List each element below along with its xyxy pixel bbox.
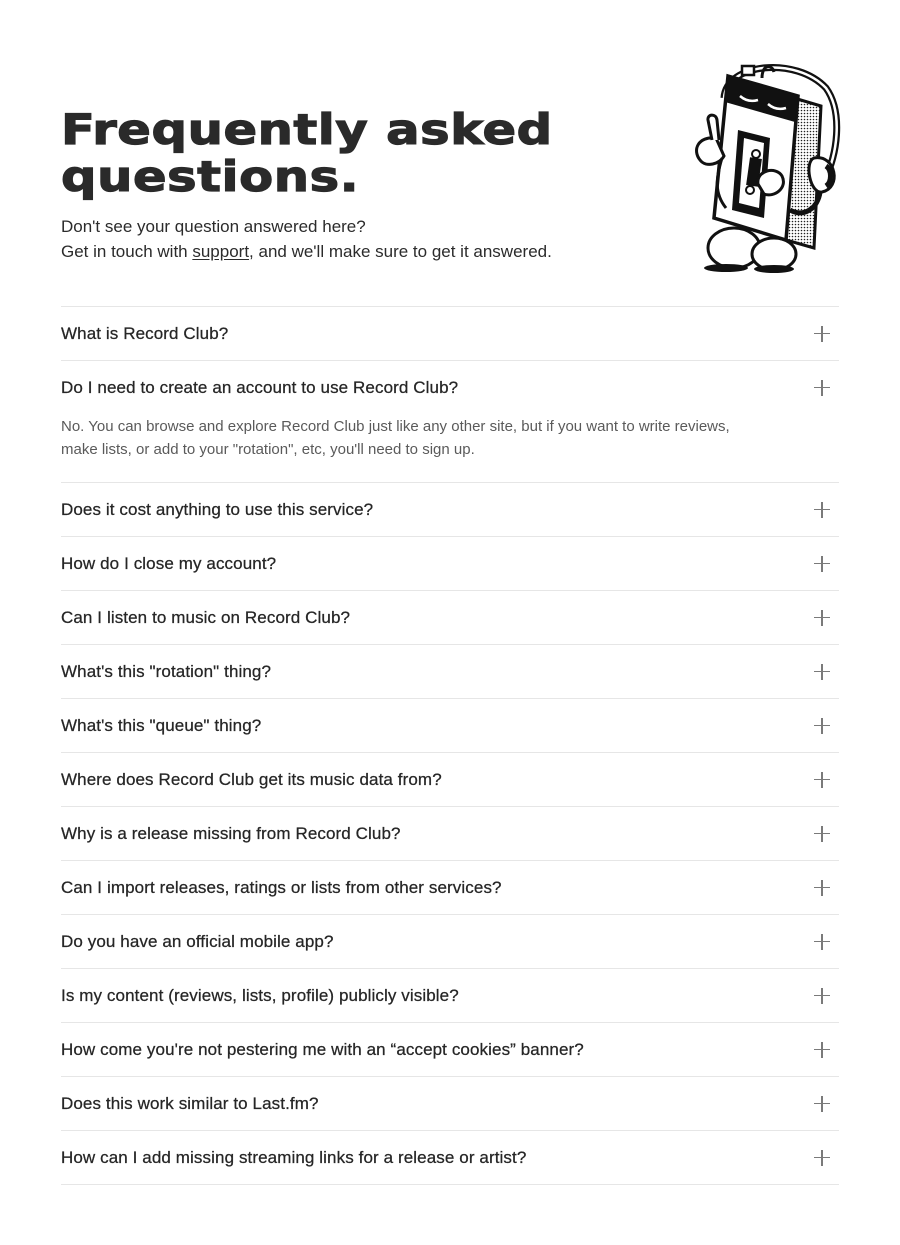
faq-answer-text: No. You can browse and explore Record Club just like any other site, but if you want to write reviews, make lists, or add to your "rotation", etc, you'll need to sign up. [61, 418, 730, 458]
faq-item [61, 807, 839, 861]
plus-icon[interactable] [814, 1096, 830, 1112]
plus-icon[interactable] [814, 664, 830, 680]
faq-question-toggle[interactable] [61, 861, 839, 914]
faq-question-toggle[interactable] [61, 753, 839, 806]
faq-page [61, 0, 839, 1167]
faq-question-text: How come you're not pestering me with an “accept cookies” banner? [61, 1039, 584, 1059]
faq-question-text: How can I add missing streaming links for a release or artist? [61, 1147, 527, 1167]
plus-icon[interactable] [814, 1042, 830, 1058]
plus-icon[interactable] [814, 718, 830, 734]
plus-icon[interactable] [814, 380, 830, 396]
faq-item-expanded [61, 361, 839, 483]
plus-icon[interactable] [814, 326, 830, 342]
faq-question-toggle[interactable] [61, 1131, 839, 1184]
page-title-line-2: questions. [61, 152, 360, 201]
faq-question-toggle[interactable] [61, 969, 839, 1022]
faq-item [61, 537, 839, 591]
faq-question-toggle[interactable] [61, 483, 839, 536]
subtitle-line-2 [61, 239, 552, 264]
faq-question-text: What's this "rotation" thing? [61, 661, 272, 681]
faq-question-text: Does this work similar to Last.fm? [61, 1093, 319, 1113]
subtitle-suffix: , and we'll make sure to get it answered. [249, 242, 552, 261]
faq-question-toggle[interactable] [61, 645, 839, 698]
faq-question-text: Do I need to create an account to use Record Club? [61, 377, 459, 397]
faq-item [61, 915, 839, 969]
faq-list [61, 306, 839, 1185]
support-link[interactable]: support [192, 242, 250, 261]
plus-icon[interactable] [814, 880, 830, 896]
faq-item [61, 307, 839, 361]
faq-question-text: Do you have an official mobile app? [61, 931, 334, 951]
faq-item [61, 1023, 839, 1077]
plus-icon[interactable] [814, 934, 830, 950]
plus-icon[interactable] [814, 826, 830, 842]
faq-item [61, 753, 839, 807]
page-title [61, 106, 553, 200]
plus-icon[interactable] [814, 502, 830, 518]
faq-question-text: Why is a release missing from Record Club? [61, 823, 401, 843]
faq-item [61, 483, 839, 537]
faq-item [61, 699, 839, 753]
faq-item [61, 591, 839, 645]
faq-question-text: Can I import releases, ratings or lists from other services? [61, 877, 502, 897]
faq-question-toggle[interactable] [61, 591, 839, 644]
faq-question-text: Is my content (reviews, lists, profile) publicly visible? [61, 985, 459, 1005]
faq-question-toggle[interactable] [61, 307, 839, 360]
faq-question-text: Can I listen to music on Record Club? [61, 607, 351, 627]
faq-item [61, 861, 839, 915]
plus-icon[interactable] [814, 1150, 830, 1166]
plus-icon[interactable] [814, 772, 830, 788]
faq-question-text: What's this "queue" thing? [61, 715, 262, 735]
faq-item [61, 969, 839, 1023]
page-subtitle [61, 214, 552, 264]
plus-icon[interactable] [814, 556, 830, 572]
faq-question-toggle[interactable] [61, 915, 839, 968]
faq-item [61, 1077, 839, 1131]
page-title-line-1: Frequently asked [61, 105, 553, 154]
faq-question-text: What is Record Club? [61, 323, 229, 343]
faq-item [61, 645, 839, 699]
faq-item [61, 1131, 839, 1185]
subtitle-line-1: Don't see your question answered here? [61, 217, 366, 236]
faq-question-text: Does it cost anything to use this service? [61, 499, 374, 519]
faq-question-toggle[interactable] [61, 361, 839, 414]
faq-question-toggle[interactable] [61, 1077, 839, 1130]
faq-question-text: How do I close my account? [61, 553, 277, 573]
walkman-mascot-illustration [686, 58, 841, 276]
faq-question-text: Where does Record Club get its music data from? [61, 769, 442, 789]
plus-icon[interactable] [814, 988, 830, 1004]
faq-question-toggle[interactable] [61, 1023, 839, 1076]
subtitle-prefix: Get in touch with [61, 242, 193, 261]
faq-question-toggle[interactable] [61, 537, 839, 590]
plus-icon[interactable] [814, 610, 830, 626]
faq-question-toggle[interactable] [61, 807, 839, 860]
faq-hero [61, 0, 839, 306]
faq-question-toggle[interactable] [61, 699, 839, 752]
